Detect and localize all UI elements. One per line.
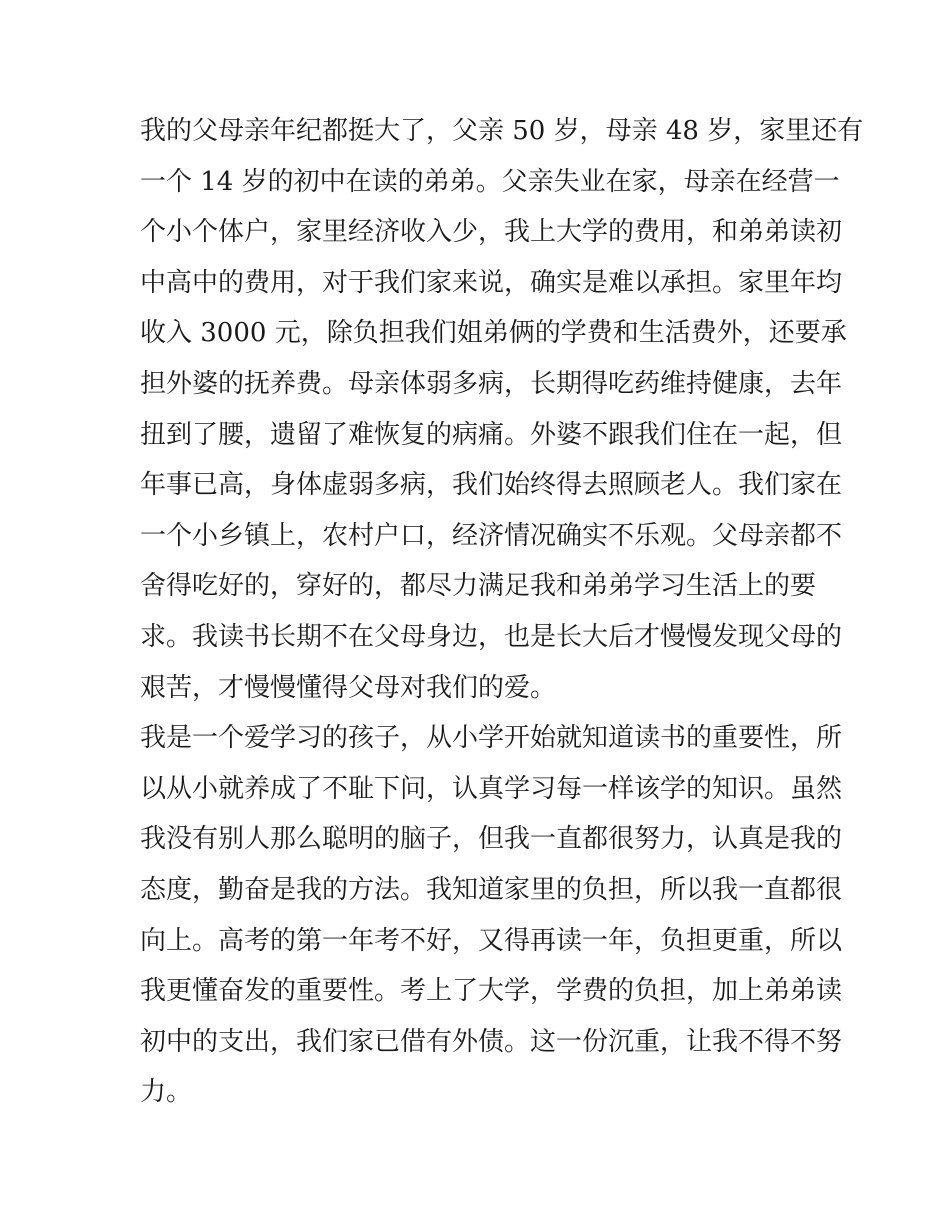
text-line: 扭到了腰，遗留了难恢复的病痛。外婆不跟我们住在一起，但 [140, 419, 843, 450]
text-line: 担外婆的抚养费。母亲体弱多病，长期得吃药维持健康，去年 [140, 368, 843, 399]
text-line: 初中的支出，我们家已借有外债。这一份沉重，让我不得不努 [140, 1026, 843, 1057]
text-line: 一个小乡镇上，农村户口，经济情况确实不乐观。父母亲都不 [140, 520, 843, 551]
text-line: 一个 14 岁的初中在读的弟弟。父亲失业在家，母亲在经营一 [140, 166, 840, 197]
text-line: 态度，勤奋是我的方法。我知道家里的负担，所以我一直都很 [140, 874, 843, 905]
text-line: 我是一个爱学习的孩子，从小学开始就知道读书的重要性，所 [140, 723, 843, 754]
text-line: 向上。高考的第一年考不好，又得再读一年，负担更重，所以 [140, 925, 843, 956]
text-line: 舍得吃好的，穿好的，都尽力满足我和弟弟学习生活上的要 [140, 571, 817, 602]
text-line: 我更懂奋发的重要性。考上了大学，学费的负担，加上弟弟读 [140, 976, 843, 1007]
text-line: 收入 3000 元，除负担我们姐弟俩的学费和生活费外，还要承 [140, 318, 847, 349]
text-line: 我没有别人那么聪明的脑子，但我一直都很努力，认真是我的 [140, 824, 843, 855]
text-line: 中高中的费用，对于我们家来说，确实是难以承担。家里年均 [140, 267, 843, 298]
text-line: 艰苦，才慢慢懂得父母对我们的爱。 [140, 672, 557, 703]
text-line: 个小个体户，家里经济收入少，我上大学的费用，和弟弟读初 [140, 217, 843, 248]
text-line: 求。我读书长期不在父母身边，也是长大后才慢慢发现父母的 [140, 621, 843, 652]
body-text [140, 106, 864, 1118]
text-line: 以从小就养成了不耻下问，认真学习每一样该学的知识。虽然 [140, 773, 843, 804]
text-line: 我的父母亲年纪都挺大了，父亲 50 岁，母亲 48 岁，家里还有 [140, 116, 864, 146]
text-line: 年事已高，身体虚弱多病，我们始终得去照顾老人。我们家在 [140, 470, 843, 501]
text-line: 力。 [140, 1077, 193, 1108]
